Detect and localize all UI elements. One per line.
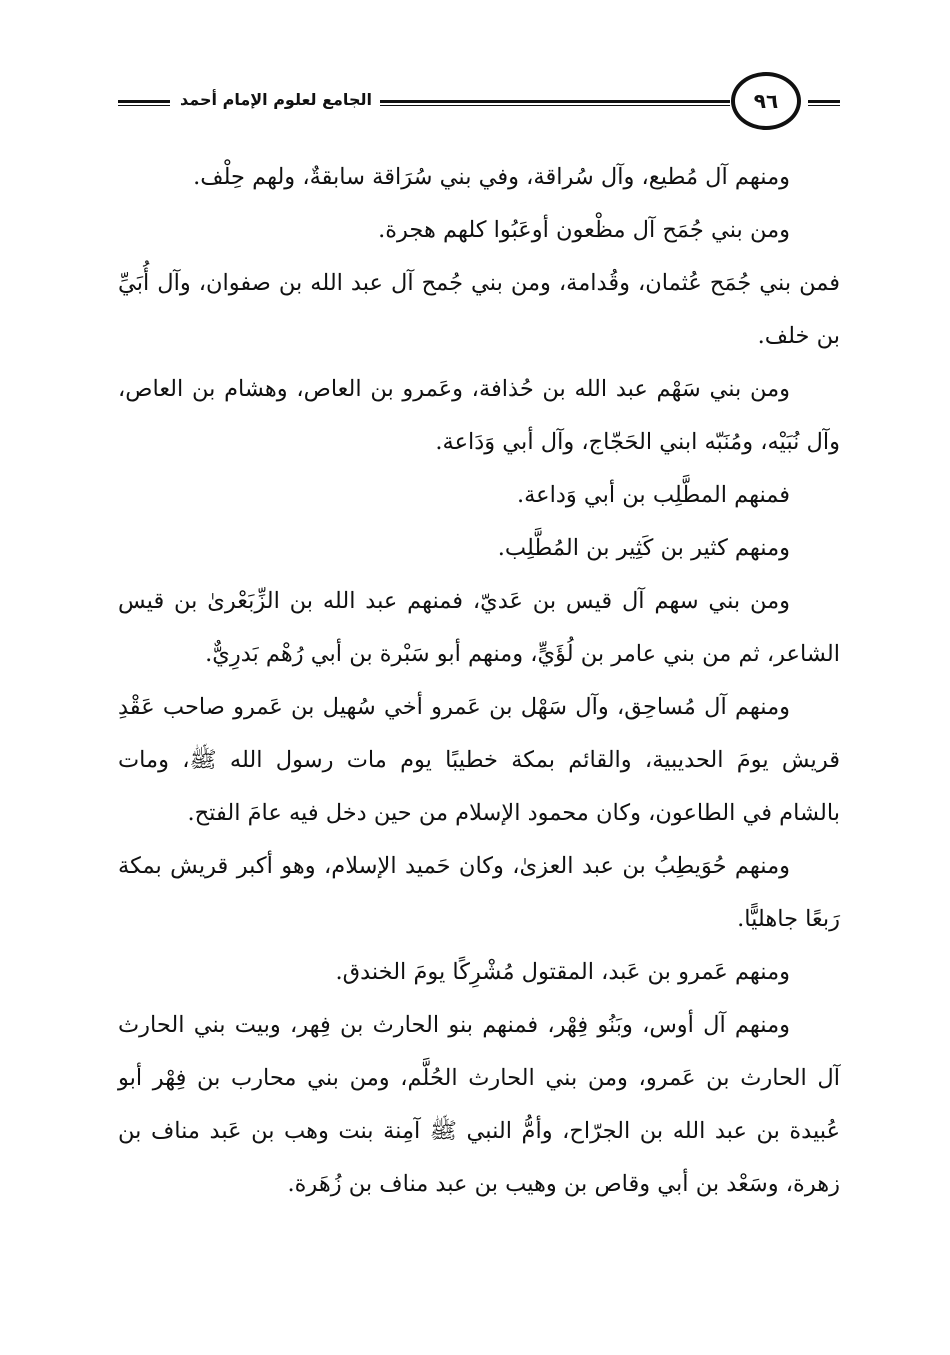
paragraph: ومنهم كثير بن كَثِير بن المُطَّلِب.: [497, 535, 790, 561]
paragraph: ومن بني جُمَح آل مظْعون أوعَبُوا كلهم هجرة.: [378, 217, 790, 243]
paragraph: فمن بني جُمَح عُثمان، وقُدامة، ومن بني جُمح آل عبد الله بن صفوان، وآل أُبَيِّ بن خلف.: [118, 270, 840, 349]
page-number: ٩٦: [753, 89, 779, 113]
paragraph: فمنهم المطَّلِب بن أبي وَداعة.: [516, 482, 790, 508]
page-header: [118, 70, 840, 134]
paragraph: ومن بني سَهْم عبد الله بن حُذافة، وعَمرو بن العاص، وهشام بن العاص، وآل نُبَيْه، ومُنَبّه ابني الحَجّاج، وآل أبي وَدَاعة.: [118, 376, 840, 455]
body-text: [118, 151, 840, 1211]
header-rule-right: [808, 100, 840, 103]
header-rule-middle: [380, 100, 730, 103]
paragraph: ومنهم آل مُطيع، وآل سُراقة، وفي بني سُرَاقة سابقةٌ، ولهم حِلْف.: [193, 164, 790, 190]
paragraph: ومنهم آل أوس، وبَنُو فِهْر، فمنهم بنو الحارث بن فِهر، وبيت بني الحارث آل الحارث بن عَمرو، ومن بني الحارث الحُلَّم، ومن بني محارب بن فِهْر أبو عُبيدة بن عبد الله بن الجرّاح، وأمُّ النبي ﷺ آمِنة بنت وهب بن عَبد مناف بن زهرة، وسَعْد بن أبي وقاص بن وهيب بن عبد مناف بن زُهَرة.: [118, 1012, 840, 1197]
paragraph: ومنهم حُوَيطِبُ بن عبد العزىٰ، وكان حَميد الإسلام، وهو أكبر قريش بمكة رَبعًا جاهليًّا.: [118, 853, 840, 932]
paragraph: ومنهم آل مُساحِق، وآل سَهْل بن عَمرو أخي سُهيل بن عَمرو صاحب عَقْدِ قريش يومَ الحديبية، والقائم بمكة خطيبًا يوم مات رسول الله ﷺ، ومات بالشام في الطاعون، وكان محمود الإسلام من حين دخل فيه عامَ الفتح.: [118, 694, 840, 826]
running-title: الجامع لعلوم الإمام أحمد: [180, 90, 372, 109]
paragraph: ومنهم عَمرو بن عَبد، المقتول مُشْرِكًا يومَ الخندق.: [335, 959, 790, 985]
paragraph: ومن بني سهم آل قيس بن عَديّ، فمنهم عبد الله بن الزِّبَعْرىٰ بن قيس الشاعر، ثم من بني عامر بن لُؤَيٍّ، ومنهم أبو سَبْرة بن أبي رُهْم بَدرِيٌّ.: [118, 588, 840, 667]
header-rule-left: [118, 100, 170, 103]
page-number-badge: [731, 72, 801, 130]
